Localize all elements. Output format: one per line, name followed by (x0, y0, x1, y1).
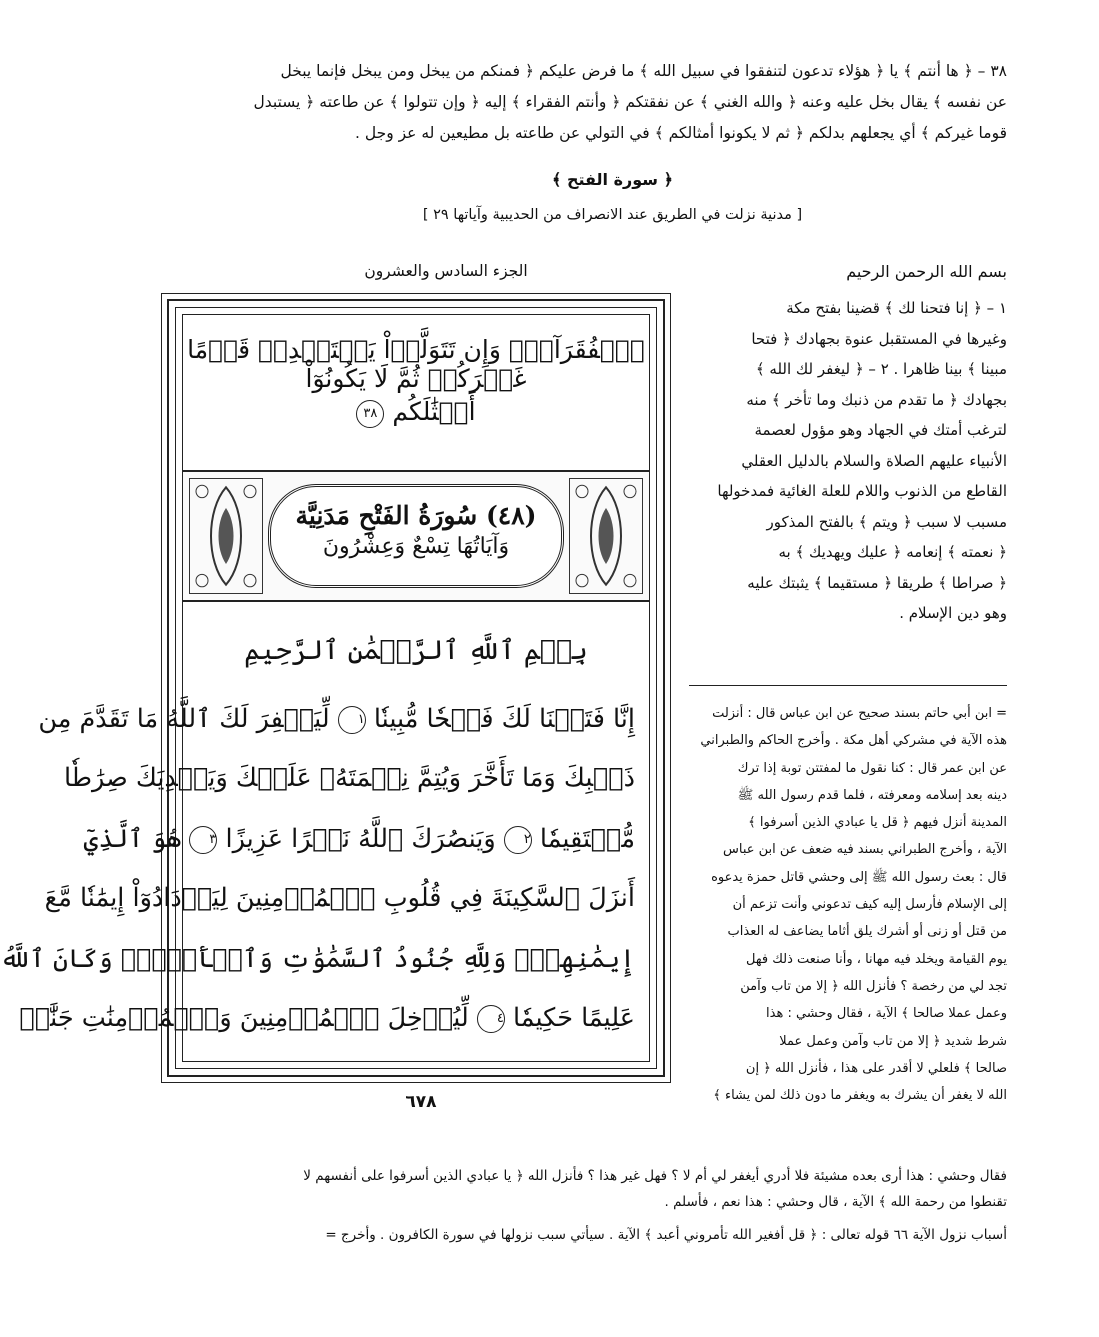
surah-heading: ﴿ سورة الفتح ﴾ (552, 170, 673, 189)
ornament-icon (189, 478, 263, 594)
page-number: ٦٧٨ (405, 1092, 437, 1112)
ornament-icon (569, 478, 643, 594)
verse-line: إِيمَٰنِهِمۡۗ وَلِلَّهِ جُنُودُ ٱلسَّمَٰوَٰتِ وَٱلۡأَرۡضِۚ وَكَانَ ٱللَّهُ (0, 944, 635, 974)
cartouche-verses: وَآيَاتُهَا تِسْعٌ وَعِشْرُونَ (322, 534, 510, 559)
commentary-line: مبينا ﴾ بينا ظاهرا . ٢ – ﴿ ليغفر لك الله ﴾ (755, 360, 1007, 378)
verse-line: مُّسۡتَقِيمٗا ٢ وَيَنصُرَكَ ٱللَّهُ نَصۡرًا عَزِيزًا ٣ هُوَ ٱلَّذِيٓ (83, 824, 635, 854)
footnote-line: تقنطوا من رحمة الله ﴾ الآية ، قال وحشي : هذا نعم ، فأسلم . (664, 1194, 1007, 1210)
surah-header-band (183, 470, 649, 602)
commentary-line: مسبب لا سبب ﴿ ويتم ﴾ بالفتح المذكور (766, 512, 1007, 531)
footnote-line: دينه بعد إسلامه ومعرفته ، فلما قدم رسول الله ﷺ (737, 787, 1007, 803)
footnote-line: هذه الآية في مشركي أهل مكة . وأخرج الحاكم والطبراني (700, 733, 1007, 749)
commentary-line: ﴿ صراطا ﴾ طريقا ﴿ مستقيما ﴾ يثبتك عليه (747, 573, 1007, 592)
footnote-line: عن ابن عمر قال : كنا نقول ما لمفتتن توبة إذا ترك (737, 760, 1007, 776)
footnote-line: الله لا يغفر أن يشرك به ويغفر ما دون ذلك لمن يشاء ﴾ (713, 1088, 1007, 1104)
commentary-line: ﴿ نعمته ﴾ إنعامه ﴿ عليك ويهديك ﴾ به (778, 543, 1007, 561)
footnote-line: الآية ، وأخرج الطبراني بسند فيه ضعف عن ابن عباس (722, 842, 1007, 858)
mushaf-frame (0, 293, 671, 1083)
footnote-line: وعمل عملا صالحا ﴾ الآية ، فقال وحشي : هذا (766, 1006, 1007, 1022)
verse-number: ٢ (504, 826, 532, 854)
asbab-nuzul-note: أسباب نزول الآية ٦٦ قوله تعالى : ﴿ قل أفغير الله تأمروني أعبد ﴾ الآية . سيأتي سبب نزولها في سورة الكافرون . وأخرج = (325, 1227, 1007, 1243)
footnote (689, 700, 1007, 1109)
footnote-line: يوم القيامة ويخلد فيه مهانا ، وأنا صنعت ذلك فهل (746, 951, 1007, 967)
commentary-line: بجهادك ﴿ ما تقدم من ذنبك وما تأخر ﴾ منه (746, 390, 1007, 409)
footnote-divider (689, 685, 1007, 686)
commentary-line: وغيرها في المستقبل عنوة بجهادك ﴿ فتحا (751, 329, 1007, 348)
footnote-line: قال : بعث رسول الله ﷺ إلى وحشي قاتل حمزة يدعوه (711, 869, 1007, 885)
commentary-line: القاطع من الذنوب واللام للعلة الغائية فمدخولها (717, 482, 1007, 500)
side-basmala: بسم الله الرحمن الرحيم (846, 262, 1007, 281)
verse-line: ذَنۢبِكَ وَمَا تَأَخَّرَ وَيُتِمَّ نِعۡمَتَهُۥ عَلَيۡكَ وَيَهۡدِيَكَ صِرَٰطٗا (63, 763, 635, 793)
footnote-line: = ابن أبي حاتم بسند صحيح عن ابن عباس قال : أنزلت (712, 706, 1007, 721)
commentary-line: ١ – ﴿ إنا فتحنا لك ﴾ قضينا بفتح مكة (786, 299, 1007, 317)
surah-note: [ مدنية نزلت في الطريق عند الانصراف من الحديبية وآياتها ٢٩ ] (422, 207, 803, 223)
mushaf-basmala: بِسۡمِ ٱللَّهِ ٱلرَّحۡمَٰنِ ٱلرَّحِيمِ (244, 635, 588, 666)
top-commentary (166, 56, 1007, 149)
commentary-line: لترغب أمتك في الجهاد وهو مؤول لعصمة (754, 421, 1007, 439)
footnote-line: شرط شديد ﴿ إلا من تاب وآمن وعمل عملا (779, 1033, 1007, 1049)
commentary-line: ٣٨ – ﴿ ها أنتم ﴾ يا ﴿ هؤلاء تدعون لتنفقوا في سبيل الله ﴾ ما فرض عليكم ﴿ فمنكم من يبخل ومن يبخل فإنما يبخل (280, 62, 1007, 80)
side-commentary (689, 293, 1007, 629)
commentary-line: عن نفسه ﴾ يقال بخل عليه وعنه ﴿ والله الغني ﴾ عن نفقتكم ﴿ وأنتم الفقراء ﴾ إليه ﴿ وإن تتولوا ﴾ عن طاعته ﴿ يستبدل (253, 93, 1007, 111)
cartouche-title: (٤٨) سُورَةُ الفَتْحِ مَدَنِيَّة (295, 501, 537, 530)
commentary-line: قوما غيركم ﴾ أي يجعلهم بدلكم ﴿ ثم لا يكونوا أمثالكم ﴾ في التولي عن طاعته بل مطيعين له عز وجل . (355, 124, 1007, 142)
verse-line: عَلِيمًا حَكِيمٗا ٤ لِّيُدۡخِلَ ٱلۡمُؤۡمِنِينَ وَٱلۡمُؤۡمِنَٰتِ جَنَّٰتٖ (19, 1003, 635, 1033)
verse-text: أَمۡثَٰلَكُم (392, 397, 476, 426)
verse-line: أَنزَلَ ٱلسَّكِينَةَ فِي قُلُوبِ ٱلۡمُؤۡمِنِينَ لِيَزۡدَادُوٓاْ إِيمَٰنٗا مَّعَ (44, 883, 635, 913)
juz-label: الجزء السادس والعشرون (364, 262, 528, 280)
footnote-line: صالحا ﴾ فلعلي لا أقدر على هذا ، فأنزل الله ﴿ إن (745, 1060, 1007, 1076)
verse-number: ٣٨ (356, 400, 384, 428)
verse-line: إِنَّا فَتَحۡنَا لَكَ فَتۡحٗا مُّبِينٗا ١ لِّيَغۡفِرَ لَكَ ٱللَّهُ مَا تَقَدَّمَ مِن (38, 704, 635, 734)
verse-number: ٤ (477, 1005, 505, 1033)
verse-number: ١ (338, 706, 366, 734)
footnote-continued (158, 1163, 1007, 1215)
footnote-line: المدينة أنزل فيهم ﴿ قل يا عبادي الذين أسرفوا ﴾ (748, 815, 1007, 831)
surah-cartouche (268, 484, 564, 588)
verse-number: ٣ (189, 826, 217, 854)
footnote-line: تجد لي من رخصة ؟ فأنزل الله ﴿ إلا من تاب وآمن (740, 978, 1007, 994)
footnote-line: من قتل أو زنى أو أشرك يلق أثاما يضاعف له العذاب (727, 924, 1007, 940)
verse-line: ٱلۡفُقَرَآءُۚ وَإِن تَتَوَلَّوۡاْ يَسۡتَبۡدِلۡ قَوۡمًا غَيۡرَكُمۡ ثُمَّ لَا يَكُونُوٓاْ (187, 335, 645, 393)
mushaf-text-area (0, 314, 650, 1062)
footnote-line: إلى الإسلام فأرسل إليه كيف تدعوني وأنت تزعم أن (732, 897, 1007, 913)
verse-line (183, 397, 649, 428)
footnote-line: فقال وحشي : هذا أرى بعده مشيئة فلا أدري أيغفر لي أم لا ؟ فهل غير هذا ؟ فأنزل الله ﴿ يا عبادي الذين أسرفوا على أنفسهم لا (303, 1168, 1007, 1184)
commentary-line: الأنبياء عليهم الصلاة والسلام بالدليل العقلي (741, 451, 1007, 470)
commentary-line: وهو دين الإسلام . (899, 604, 1007, 622)
